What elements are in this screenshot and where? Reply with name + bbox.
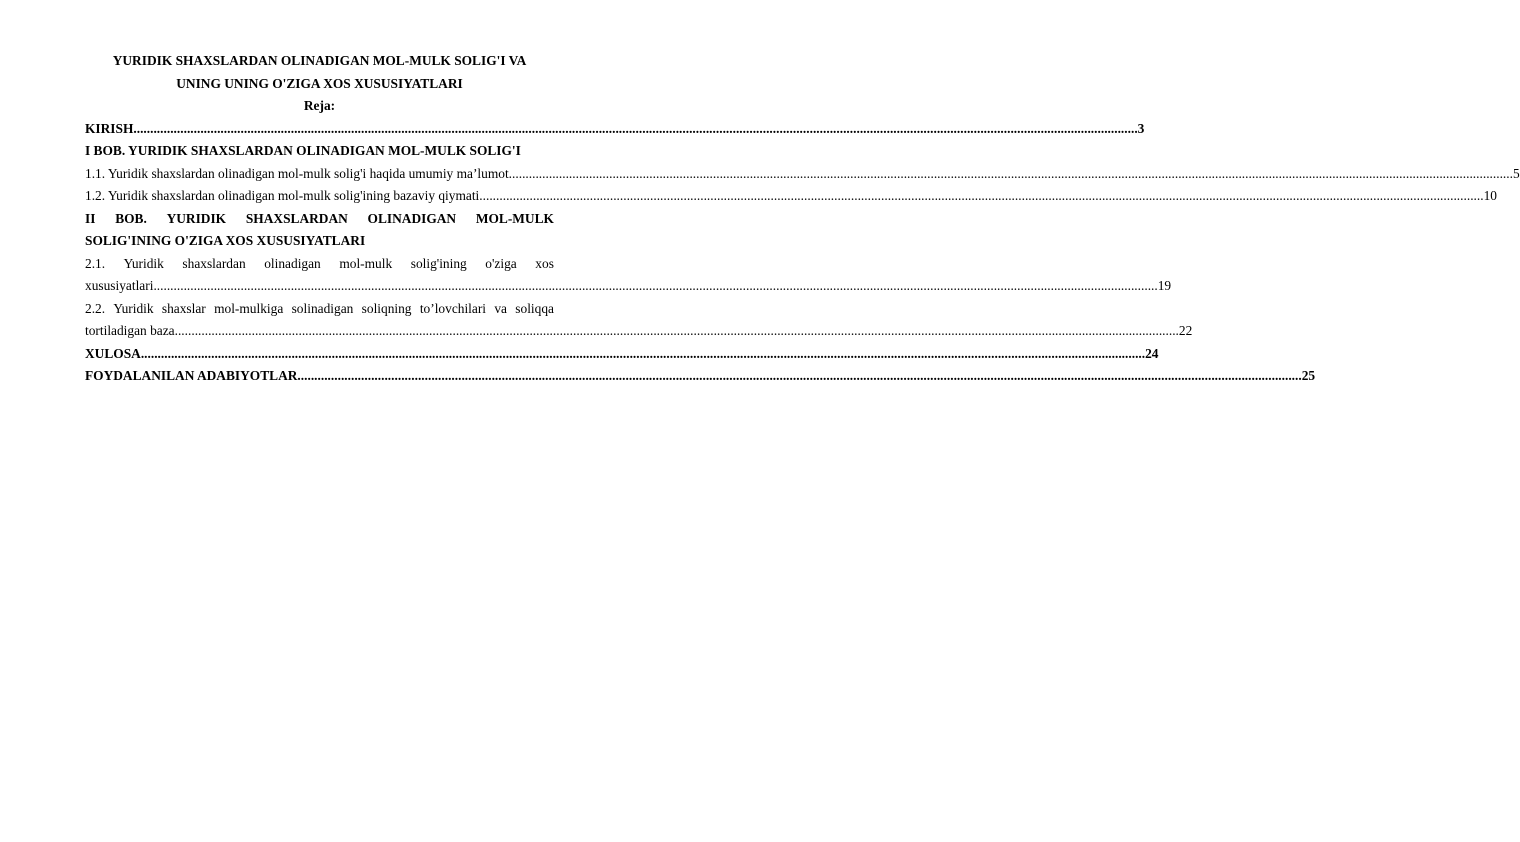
word: YURIDIK: [166, 210, 227, 226]
word: o'ziga: [485, 255, 517, 271]
toc-leader-dots: ............................................................................................................................................................................................................................................................................................................: [297, 368, 1302, 383]
word: soliqqa: [515, 300, 554, 316]
word: OLINADIGAN: [367, 210, 457, 226]
toc-page-number: 19: [1157, 278, 1172, 293]
toc-entry-1-1: [85, 163, 1520, 186]
word: olinadigan: [264, 255, 321, 271]
toc-label: 1.1. Yuridik shaxslardan olinadigan mol-mulk solig'i haqida umumiy ma’lumot: [85, 165, 509, 181]
word: solig'ining: [410, 255, 467, 271]
toc-label: 1.2. Yuridik shaxslardan olinadigan mol-mulk solig'ining bazaviy qiymati: [85, 188, 480, 203]
word: SHAXSLARDAN: [245, 210, 348, 226]
toc-entry-adabiyotlar: [85, 365, 1316, 388]
document-title-line-2: UNING UNING O'ZIGA XOS XUSUSIYATLARI: [176, 75, 463, 91]
toc-entry-2-1-line-2: [85, 275, 1172, 298]
toc-chapter-2-title-line-2: SOLIG'INING O'ZIGA XOS XUSUSIYATLARI: [85, 233, 366, 248]
toc-label: tortiladigan baza: [85, 323, 175, 338]
toc-entry-1-2: [85, 185, 1497, 208]
toc-entry-xulosa: [85, 343, 1159, 366]
word: 2.1.: [85, 255, 106, 271]
toc-entry-2-1-line-1: [85, 253, 554, 276]
toc-page-number: 24: [1145, 345, 1159, 361]
toc-chapter-1-title: I BOB. YURIDIK SHAXSLARDAN OLINADIGAN MOL-MULK SOLIG'I: [85, 143, 521, 158]
word: solinadigan: [291, 300, 354, 316]
toc-leader-dots: ............................................................................................................................................................................................................................................................................................................: [479, 188, 1484, 203]
toc-entry-2-2-line-1: [85, 298, 554, 321]
word: shaxslar: [161, 300, 206, 316]
toc-label: KIRISH: [85, 120, 134, 136]
plan-heading: Reja:: [303, 98, 336, 113]
toc-page-number: 22: [1178, 323, 1193, 338]
toc-page-number: 3: [1137, 120, 1145, 136]
document-page: [85, 50, 1520, 388]
toc-leader-dots: ............................................................................................................................................................................................................................................................................................................: [133, 120, 1138, 136]
toc-leader-dots: ............................................................................................................................................................................................................................................................................................................: [508, 165, 1513, 181]
word: Yuridik: [113, 300, 154, 316]
toc-label: FOYDALANILAN ADABIYOTLAR: [85, 368, 298, 383]
word: va: [494, 300, 507, 316]
word: Yuridik: [123, 255, 164, 271]
toc-page-number: 10: [1483, 188, 1497, 203]
word: shaxslardan: [182, 255, 246, 271]
word: soliqning: [361, 300, 412, 316]
toc-page-number: 25: [1301, 368, 1316, 383]
word: mol-mulkiga: [214, 300, 284, 316]
toc-label: XULOSA: [85, 345, 141, 361]
toc-chapter-2-title-line-1: [85, 208, 554, 231]
word: BOB.: [115, 210, 147, 226]
toc-leader-dots: ............................................................................................................................................................................................................................................................................................................: [140, 345, 1146, 361]
toc-entry-kirish: [85, 118, 1145, 141]
word: MOL-MULK: [475, 210, 554, 226]
toc-leader-dots: ............................................................................................................................................................................................................................................................................................................: [153, 278, 1158, 293]
word: to’lovchilari: [419, 300, 487, 316]
toc-label: xususiyatlari: [85, 278, 154, 293]
toc-leader-dots: ............................................................................................................................................................................................................................................................................................................: [174, 323, 1179, 338]
toc-entry-2-2-line-2: [85, 320, 1193, 343]
word: mol-mulk: [339, 255, 393, 271]
word: II: [85, 210, 96, 226]
toc-page-number: 5: [1512, 165, 1520, 181]
word: 2.2.: [85, 300, 106, 316]
document-title-line-1: YURIDIK SHAXSLARDAN OLINADIGAN MOL-MULK SOLIG'I VA: [112, 53, 527, 68]
word: xos: [535, 255, 554, 271]
